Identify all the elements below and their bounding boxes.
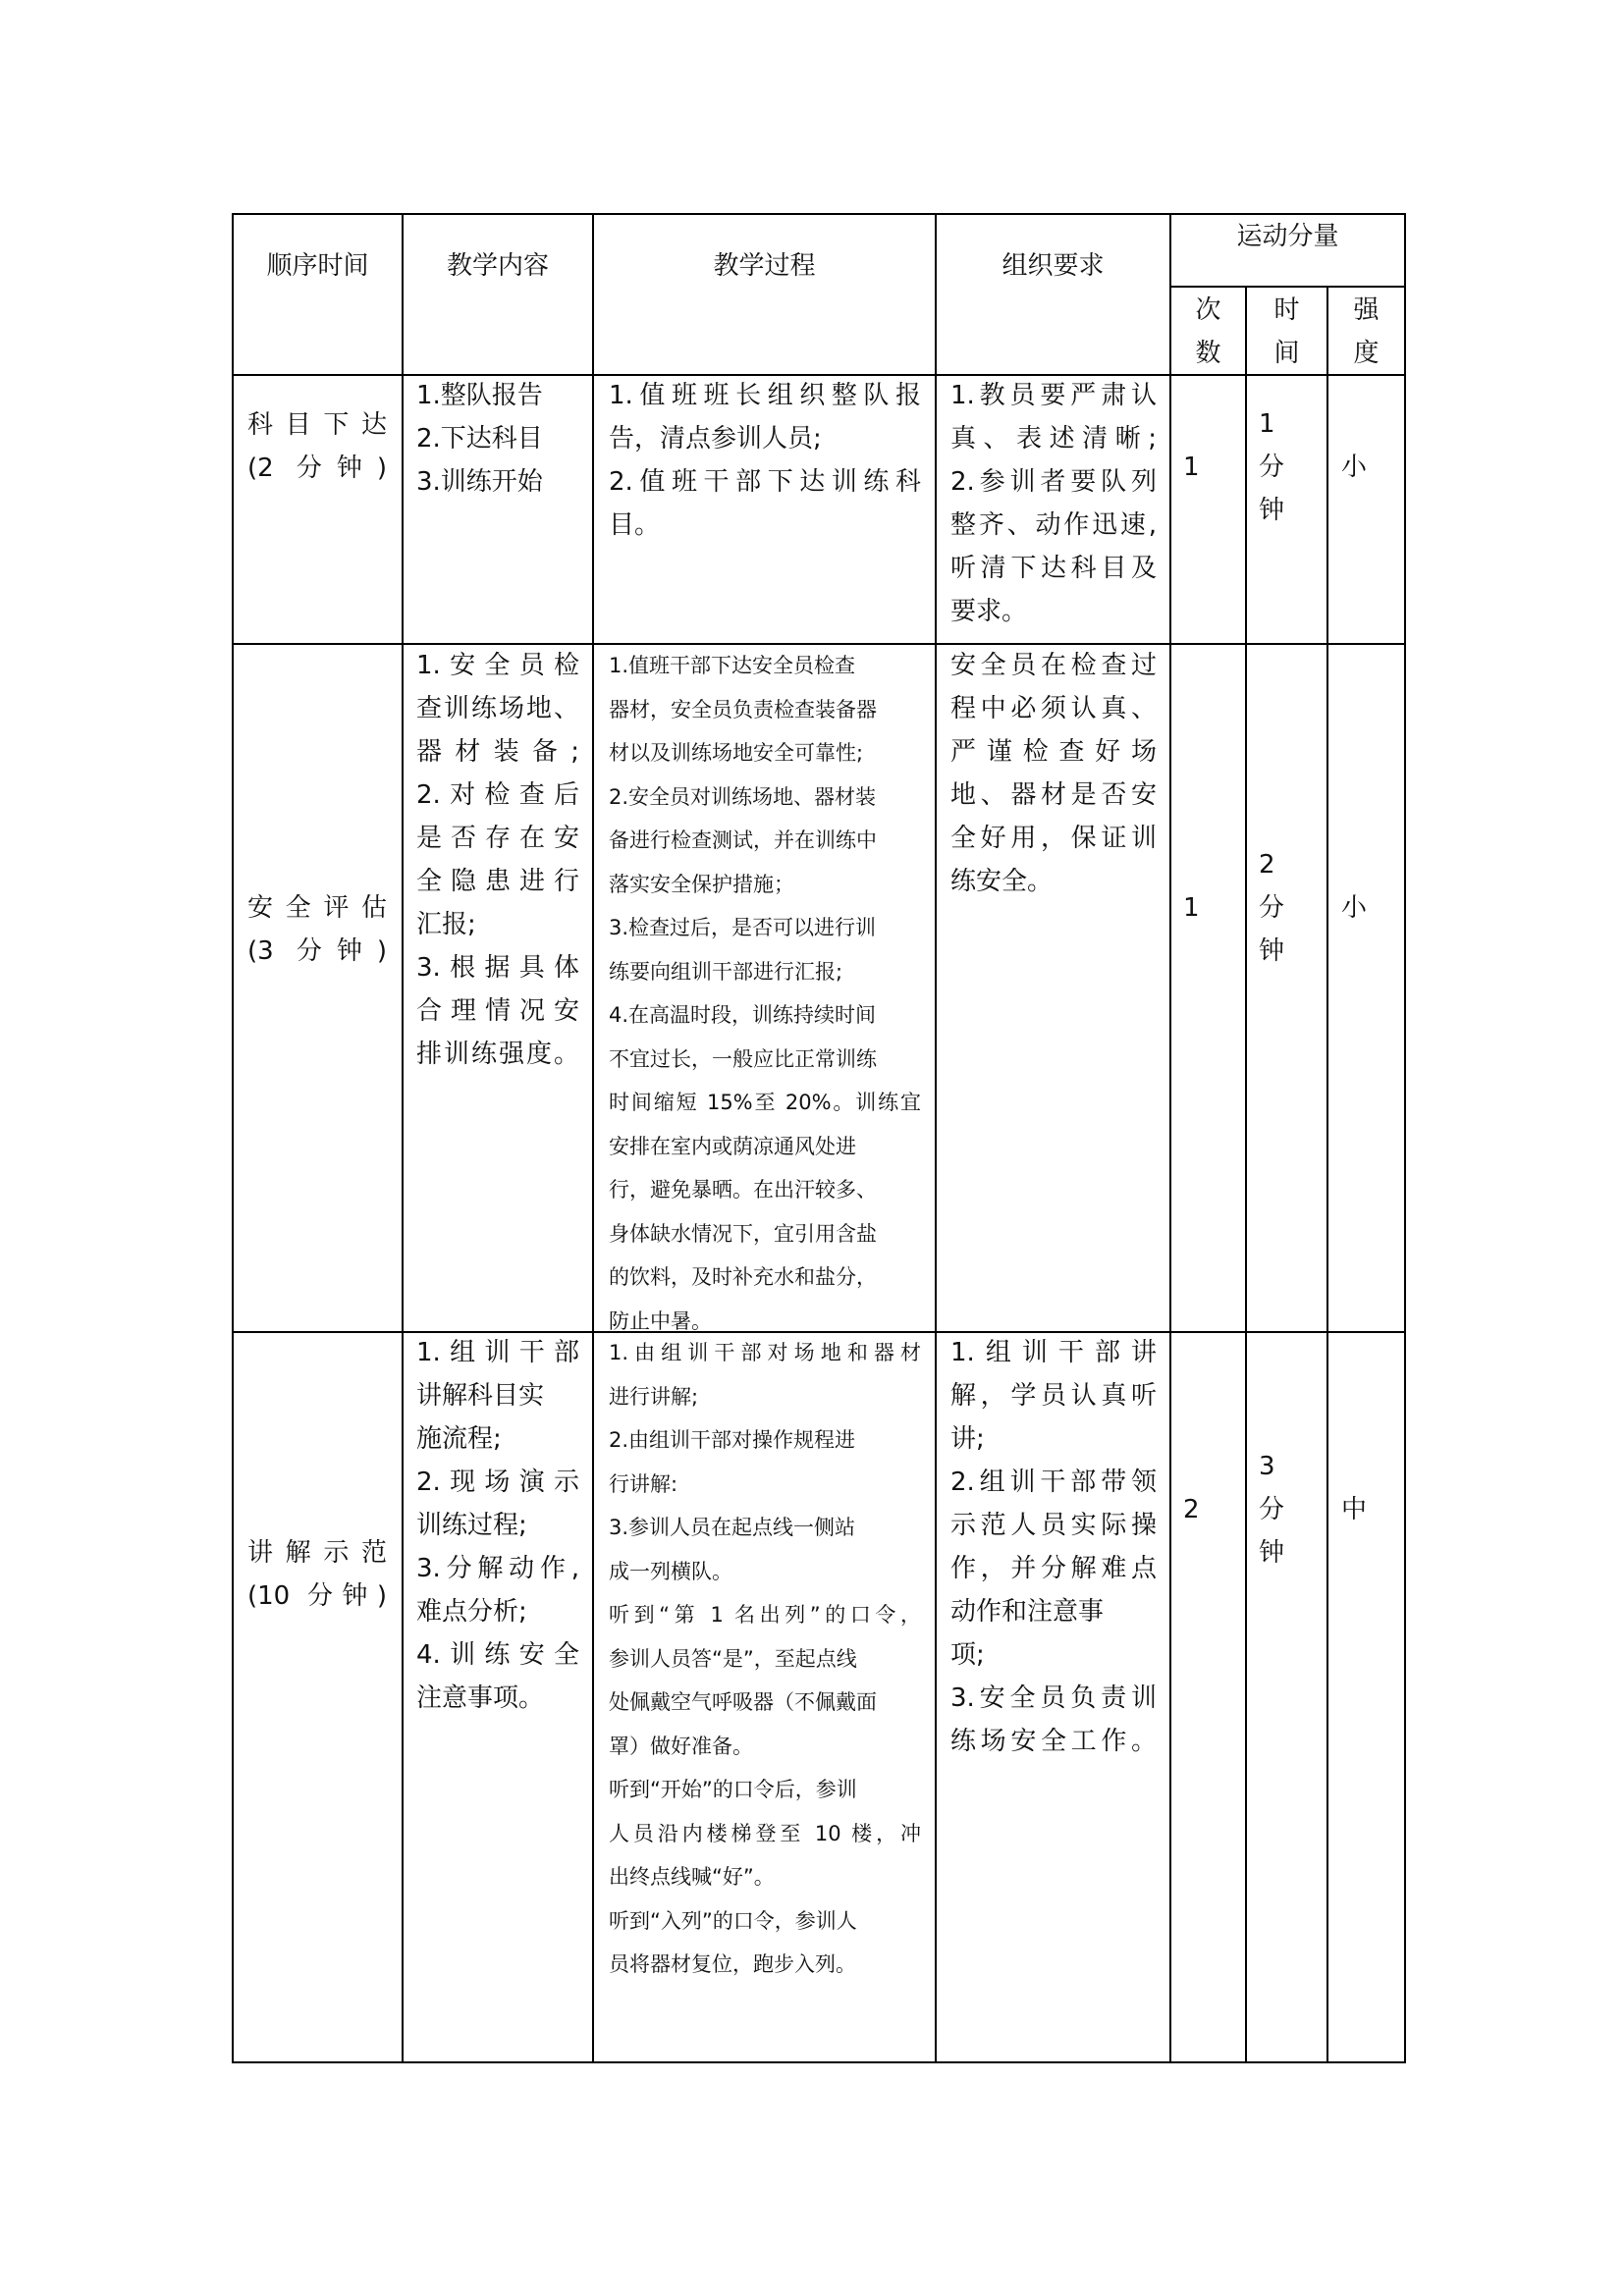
intensity-cell-line: 小 [1341,453,1368,482]
intensity-cell-line: 小 [1341,893,1368,923]
phase-cell-line: (10 分钟) [247,1581,387,1611]
requirements-cell-line: 项; [950,1640,985,1670]
content-cell-line: 器材装备; [416,737,579,767]
count-cell-line: 2 [1183,1495,1200,1524]
process-cell-line: 听到“开始”的口令后，参训 [609,1778,857,1801]
process-cell-line: 时间缩短 15%至 20%。训练宜 [609,1091,921,1114]
requirements-cell-line: 2.参训者要队列 [950,467,1157,497]
process-cell-line: 罩）做好准备。 [609,1734,753,1758]
time-cell-line: 分 [1259,893,1285,923]
header-intensity [1328,289,1404,375]
content-cell-line: 3.根据具体 [416,953,579,983]
content-cell-line: 难点分析; [416,1597,527,1627]
process-cell-line: 1.值班班长组织整队报 [609,381,921,410]
content-cell-line: 1.整队报告 [416,381,543,410]
phase-cell-line: 科 目 下 达 [247,410,387,440]
table-border [935,213,937,2063]
content-cell-line: 合理情况安 [416,996,579,1026]
phase-cell-line: 安 全 评 估 [247,893,387,923]
table-border [1245,286,1247,2063]
requirements-cell-line: 地、器材是否安 [950,780,1157,810]
table-border [402,213,404,2063]
phase-cell-line: 讲 解 示 范 [247,1538,387,1568]
requirements-cell-line: 动作和注意事 [950,1597,1105,1627]
table-border [1169,213,1171,2063]
phase-cell [247,1531,387,1618]
requirements-cell-line: 严谨检查好场 [950,737,1157,767]
header-organization-requirements: 组织要求 [1001,251,1105,281]
process-cell-line: 1.由组训干部对场地和器材 [609,1341,921,1364]
count-cell-line: 1 [1183,453,1200,482]
process-cell [609,374,921,547]
time-cell-line: 2 [1259,850,1275,880]
content-cell [416,644,579,1076]
requirements-cell-line: 解，学员认真听 [950,1381,1157,1411]
process-cell-line: 4.在高温时段，训练持续时间 [609,1003,877,1027]
process-cell-line: 员将器材复位，跑步入列。 [609,1952,856,1976]
process-cell-line: 进行讲解; [609,1384,699,1409]
content-cell-line: 2.下达科目 [416,424,543,454]
count-cell [1183,886,1222,930]
header-intensity-line: 度 [1353,339,1380,368]
process-cell-line: 听到“第 1 名出列”的口令， [609,1603,921,1627]
process-cell-line: 2.安全员对训练场地、器材装 [609,784,877,809]
process-cell-line: 3.参训人员在起点线一侧站 [609,1516,856,1539]
requirements-cell-line: 程中必须认真、 [950,694,1157,723]
requirements-cell-line: 示范人员实际操 [950,1511,1157,1540]
requirements-cell-line: 讲; [950,1424,985,1454]
intensity-cell-line: 中 [1341,1495,1368,1524]
count-cell-line: 1 [1183,893,1200,923]
header-exercise-load: 运动分量 [1236,222,1339,251]
content-cell-line: 2.对检查后 [416,780,579,810]
process-cell-line: 行，避免暴晒。在出汗较多、 [609,1178,877,1201]
header-intensity-line: 强 [1353,295,1380,325]
requirements-cell-line: 3.安全员负责训 [950,1683,1157,1713]
requirements-cell-line: 听清下达科目及 [950,554,1157,583]
process-cell-line: 行讲解: [609,1471,678,1496]
process-cell-line: 不宜过长，一般应比正常训练 [609,1046,877,1071]
time-cell [1259,402,1298,532]
phase-cell-line: (3 分钟) [247,936,387,966]
process-cell-line: 3.检查过后，是否可以进行训 [609,916,877,939]
process-cell-line: 2.由组训干部对操作规程进 [609,1428,856,1452]
header-time-line: 间 [1273,339,1300,368]
time-cell-line: 1 [1259,409,1275,439]
process-cell-line: 成一列横队。 [609,1559,732,1583]
process-cell-line: 2.值班干部下达训练科 [609,467,921,497]
requirements-cell-line: 练安全。 [950,867,1054,896]
header-time-line: 时 [1273,295,1300,325]
time-cell-line: 分 [1259,1495,1285,1524]
process-cell-line: 材以及训练场地安全可靠性; [609,741,864,765]
content-cell-line: 训练过程; [416,1511,527,1540]
process-cell [609,1331,921,1987]
requirements-cell-line: 1.组训干部讲 [950,1338,1157,1367]
requirements-cell [950,1331,1157,1763]
count-cell [1183,1488,1222,1531]
content-cell [416,374,579,504]
time-cell-line: 钟 [1259,496,1285,525]
time-cell [1259,1445,1298,1575]
process-cell [609,644,921,1343]
process-cell-line: 器材，安全员负责检查装备器 [609,697,877,721]
content-cell-line: 3.分解动作, [416,1554,579,1583]
content-cell-line: 讲解科目实 [416,1381,545,1411]
content-cell-line: 1.组训干部 [416,1338,579,1367]
header-sequence-time: 顺序时间 [266,251,369,281]
table-border [1169,286,1406,288]
header-count [1171,289,1245,375]
content-cell-line: 注意事项。 [416,1683,545,1713]
process-cell-line: 人员沿内楼梯登至 10 楼，冲 [609,1821,921,1845]
intensity-cell [1341,886,1380,930]
header-count-line: 数 [1195,339,1221,368]
process-cell-line: 的饮料，及时补充水和盐分， [609,1265,877,1289]
requirements-cell-line: 全好用，保证训 [950,824,1157,853]
content-cell-line: 3.训练开始 [416,467,543,497]
requirements-cell-line: 2.组训干部带领 [950,1468,1157,1497]
content-cell-line: 汇报; [416,910,476,939]
requirements-cell-line: 1.教员要严肃认 [950,381,1157,410]
content-cell [416,1331,579,1720]
requirements-cell [950,374,1157,633]
requirements-cell-line: 整齐、动作迅速, [950,510,1157,540]
content-cell-line: 4.训练安全 [416,1640,579,1670]
header-count-line: 次 [1195,295,1221,325]
content-cell-line: 2.现场演示 [416,1468,579,1497]
process-cell-line: 练要向组训干部进行汇报; [609,959,843,984]
process-cell-line: 目。 [609,510,661,540]
count-cell [1183,446,1222,489]
requirements-cell-line: 安全员在检查过 [950,651,1157,680]
requirements-cell-line: 作，并分解难点 [950,1554,1157,1583]
requirements-cell-line: 要求。 [950,597,1028,626]
process-cell-line: 听到“入列”的口令，参训人 [609,1908,857,1933]
table-border [1404,213,1406,2063]
process-cell-line: 安排在室内或荫凉通风处进 [609,1134,856,1158]
header-teaching-content: 教学内容 [446,251,549,281]
requirements-cell-line: 练场安全工作。 [950,1727,1157,1756]
process-cell-line: 告，清点参训人员; [609,424,822,454]
table-border [1326,286,1328,2063]
intensity-cell [1341,1488,1380,1531]
content-cell-line: 全隐患进行 [416,867,579,896]
process-cell-line: 备进行检查测试，并在训练中 [609,828,877,852]
time-cell [1259,843,1298,973]
requirements-cell [950,644,1157,903]
process-cell-line: 防止中暑。 [609,1308,712,1333]
time-cell-line: 3 [1259,1452,1275,1481]
process-cell-line: 身体缺水情况下，宜引用含盐 [609,1221,877,1246]
time-cell-line: 分 [1259,453,1285,482]
content-cell-line: 查训练场地、 [416,694,579,723]
content-cell-line: 排训练强度。 [416,1040,579,1069]
table-border [232,2061,1406,2063]
content-cell-line: 是否存在安 [416,824,579,853]
time-cell-line: 钟 [1259,936,1285,966]
phase-cell-line: (2 分钟) [247,454,387,483]
requirements-cell-line: 真、表述清晰; [950,424,1157,454]
table-border [592,213,594,2063]
process-cell-line: 1.值班干部下达安全员检查 [609,654,856,677]
header-time [1247,289,1326,375]
phase-cell [247,886,387,973]
process-cell-line: 处佩戴空气呼吸器（不佩戴面 [609,1690,877,1714]
time-cell-line: 钟 [1259,1538,1285,1568]
content-cell-line: 施流程; [416,1424,502,1454]
intensity-cell [1341,446,1380,489]
table-border [232,213,234,2063]
header-teaching-process: 教学过程 [713,251,816,281]
process-cell-line: 参训人员答“是”，至起点线 [609,1646,857,1671]
phase-cell [247,403,387,490]
content-cell-line: 1.安全员检 [416,651,579,680]
process-cell-line: 落实安全保护措施； [609,872,794,896]
process-cell-line: 出终点线喊“好”。 [609,1865,775,1889]
